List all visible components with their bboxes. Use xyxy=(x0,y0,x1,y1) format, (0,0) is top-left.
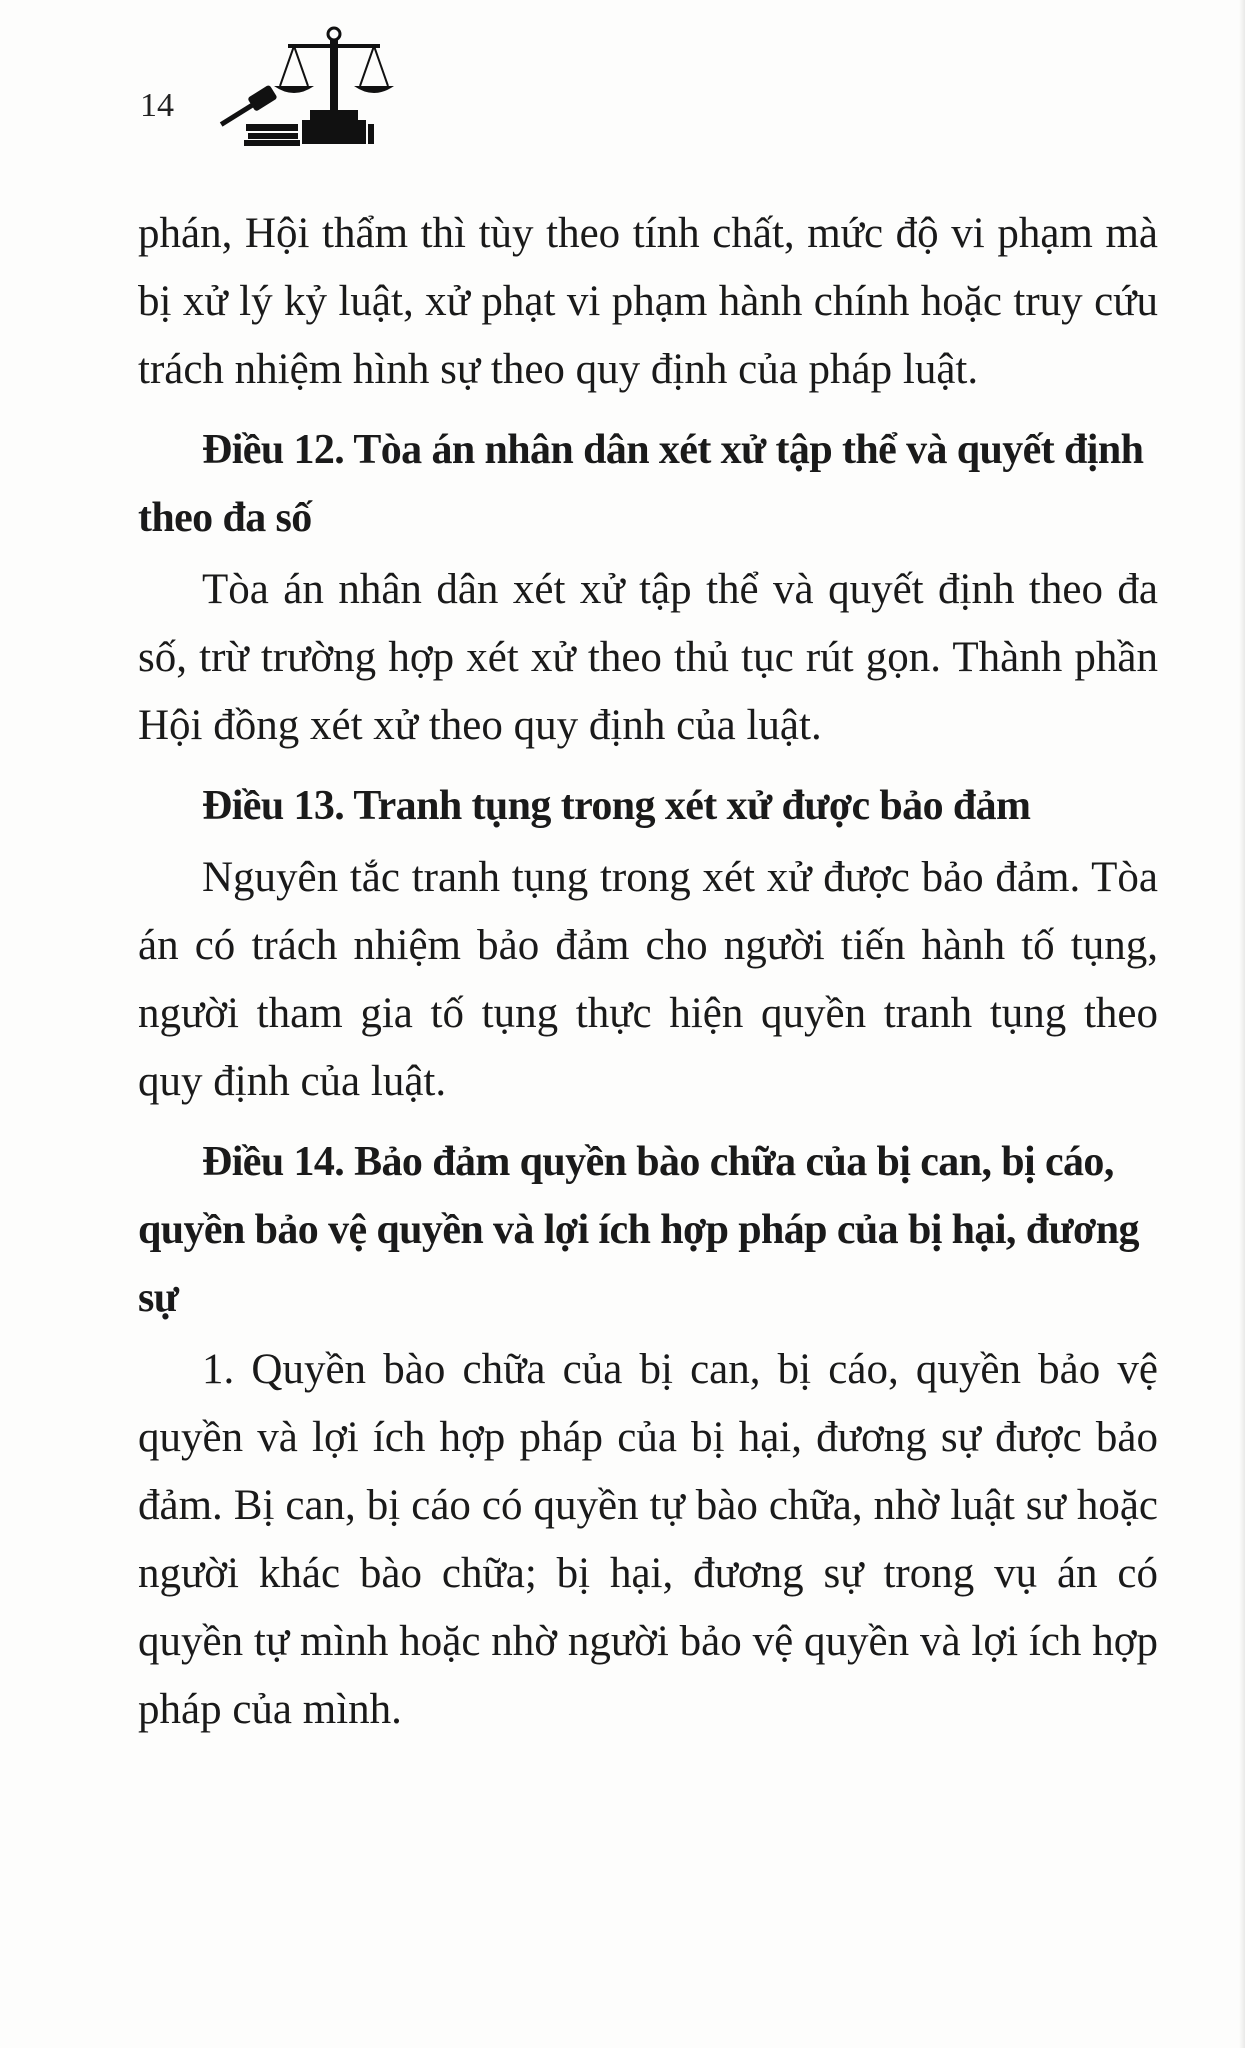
article-14-text: 1. Quyền bào chữa của bị can, bị cáo, quyền bảo vệ quyền và lợi ích hợp pháp của bị hại, đương sự được bảo đảm. Bị can, bị cáo có quyền tự bào chữa, nhờ luật sư hoặc người khác bào chữa; bị hại, đương sự trong vụ án có quyền tự mình hoặc nhờ người bảo vệ quyền và lợi ích hợp pháp của mình. xyxy=(138,1346,1158,1733)
article-12-heading: Điều 12. Tòa án nhân dân xét xử tập thể và quyết định theo đa số xyxy=(138,427,1144,541)
article-14-heading: Điều 14. Bảo đảm quyền bào chữa của bị can, bị cáo, quyền bảo vệ quyền và lợi ích hợp pháp của bị hại, đương sự xyxy=(138,1139,1139,1321)
document-body xyxy=(138,200,1158,1744)
page-number: 14 xyxy=(140,87,174,124)
article-13-heading: Điều 13. Tranh tụng trong xét xử được bảo đảm xyxy=(202,783,1031,829)
article-12-text: Tòa án nhân dân xét xử tập thể và quyết định theo đa số, trừ trường hợp xét xử theo thủ tục rút gọn. Thành phần Hội đồng xét xử theo quy định của luật. xyxy=(138,566,1158,749)
page-edge xyxy=(1239,0,1245,2048)
page-header xyxy=(140,20,440,140)
article-13-text: Nguyên tắc tranh tụng trong xét xử được bảo đảm. Tòa án có trách nhiệm bảo đảm cho người tiến hành tố tụng, người tham gia tố tụng thực hiện quyền tranh tụng theo quy định của luật. xyxy=(138,854,1158,1105)
scales-of-justice-with-gavel-icon xyxy=(218,24,448,148)
paragraph-continuation: phán, Hội thẩm thì tùy theo tính chất, mức độ vi phạm mà bị xử lý kỷ luật, xử phạt vi phạm hành chính hoặc truy cứu trách nhiệm hình sự theo quy định của pháp luật. xyxy=(138,210,1158,393)
